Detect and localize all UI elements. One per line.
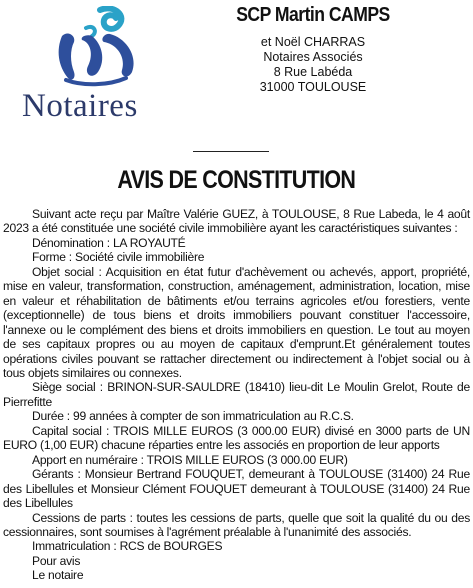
paragraph: Le notaire	[32, 568, 84, 583]
paragraph: Immatriculation : RCS de BOURGES	[32, 539, 223, 554]
firm-name: SCP Martin CAMPS	[236, 4, 390, 26]
notice-title: AVIS DE CONSTITUTION	[117, 166, 356, 194]
paragraph: Dénomination : LA ROYAUTÉ	[32, 235, 186, 250]
firm-header	[186, 4, 440, 95]
paragraph: Cessions de parts : toutes les cessions de parts, quelle que soit la qualité du ou des cessionnaires, sont soumises à l'agrément préalable à l'unanimité des associés.	[3, 510, 470, 539]
firm-line: 31000 TOULOUSE	[259, 80, 367, 94]
notice-body	[3, 207, 470, 583]
paragraph: Objet social : Acquisition en état futur d'achèvement ou achevés, apport, propriété, mise en valeur, transformation, construction, aménagement, administration, location, mise en valeur et réhabilitation de bâtiments et/ou terrains agricoles et/ou forestiers, vente (exceptionnelle) de tous biens et droits immobiliers pouvant constituer l'accessoire, l'annexe ou le complément des biens et droits immobiliers en question. Le tout au moyen de ses capitaux propres ou au moyen de capitaux d'emprunt.Et généralement toutes opérations civiles pouvant se rattacher directement ou indirectement à l'objet social ou à tous objets similaires ou connexes.	[3, 264, 470, 380]
notaires-logo	[20, 6, 178, 140]
paragraph: Durée : 99 années à compter de son immatriculation au R.C.S.	[32, 409, 354, 424]
paragraph: Siège social : BRINON-SUR-SAULDRE (18410) lieu-dit Le Moulin Grelot, Route de Pierrefitte	[3, 380, 470, 409]
firm-line: Notaires Associés	[263, 50, 363, 64]
firm-line: 8 Rue Labéda	[273, 65, 353, 79]
paragraph: Apport en numéraire : TROIS MILLE EUROS (3 000.00 EUR)	[32, 452, 348, 467]
paragraph: Forme : Société civile immobilière	[32, 250, 205, 265]
paragraph: Pour avis	[32, 553, 81, 568]
notaires-emblem-icon	[42, 6, 152, 88]
divider	[193, 151, 269, 152]
paragraph: Capital social : TROIS MILLE EUROS (3 000.00 EUR) divisé en 3000 parts de UN EURO (1,00 EUR) chacune réparties entre les associés en proportion de leur apports	[3, 423, 470, 453]
paragraph: Suivant acte reçu par Maître Valérie GUEZ, à TOULOUSE, 8 Rue Labeda, le 4 août 2023 a été constituée une société civile immobilière ayant les caractéristiques suivantes :	[3, 207, 470, 236]
logo-wordmark: Notaires	[22, 88, 138, 124]
paragraph: Gérants : Monsieur Bertrand FOUQUET, demeurant à TOULOUSE (31400) 24 Rue des Libellules et Monsieur Clément FOUQUET demeurant à TOULOUSE (31400) 24 Rue des Libellules	[3, 467, 470, 511]
firm-line: et Noël CHARRAS	[260, 35, 366, 49]
